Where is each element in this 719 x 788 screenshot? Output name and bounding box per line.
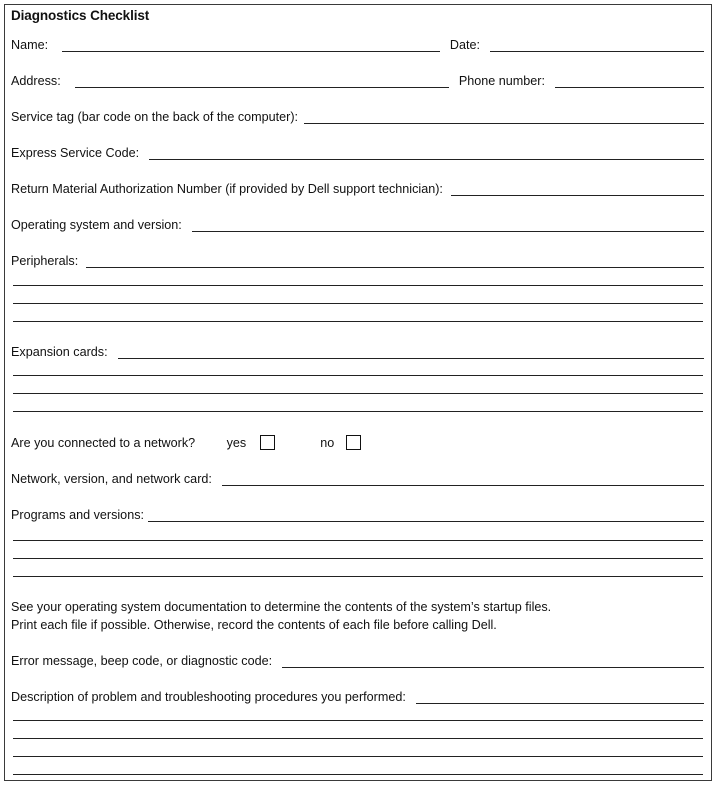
network-card-row	[11, 468, 704, 486]
expansion-line-3[interactable]	[13, 393, 703, 394]
programs-line-2[interactable]	[13, 540, 703, 541]
programs-line-3[interactable]	[13, 558, 703, 559]
description-row	[11, 686, 704, 704]
description-line-4[interactable]	[13, 756, 703, 757]
programs-field[interactable]	[148, 509, 704, 522]
expansion-row	[11, 341, 704, 359]
os-field[interactable]	[192, 219, 704, 232]
service-tag-field[interactable]	[304, 111, 704, 124]
description-line-2[interactable]	[13, 720, 703, 721]
address-field[interactable]	[75, 75, 449, 88]
date-label: Date:	[449, 38, 480, 52]
date-field[interactable]	[490, 39, 704, 52]
peripherals-line-3[interactable]	[13, 303, 703, 304]
expansion-line-4[interactable]	[13, 411, 703, 412]
service-tag-label: Service tag (bar code on the back of the computer):	[11, 110, 299, 124]
express-code-field[interactable]	[149, 147, 704, 160]
no-label: no	[320, 436, 335, 450]
peripherals-label: Peripherals:	[11, 254, 79, 268]
page-title: Diagnostics Checklist	[11, 8, 150, 23]
os-row	[11, 214, 704, 232]
rma-field[interactable]	[451, 183, 704, 196]
name-date-row	[11, 34, 704, 52]
peripherals-line-2[interactable]	[13, 285, 703, 286]
programs-line-4[interactable]	[13, 576, 703, 577]
description-label: Description of problem and troubleshooting procedures you performed:	[11, 690, 406, 704]
network-card-label: Network, version, and network card:	[11, 472, 212, 486]
yes-checkbox[interactable]	[260, 435, 275, 450]
express-code-row	[11, 142, 704, 160]
network-question-label: Are you connected to a network?	[11, 436, 196, 450]
phone-label: Phone number:	[458, 74, 545, 88]
expansion-field[interactable]	[118, 346, 704, 359]
expansion-line-2[interactable]	[13, 375, 703, 376]
rma-row	[11, 178, 704, 196]
instructions-line-2: Print each file if possible. Otherwise, record the contents of each file before calling Dell.	[11, 618, 497, 632]
network-card-field[interactable]	[222, 473, 704, 486]
no-checkbox[interactable]	[346, 435, 361, 450]
instructions-line-1: See your operating system documentation to determine the contents of the system’s startup files.	[11, 600, 552, 614]
phone-field[interactable]	[555, 75, 704, 88]
name-label: Name:	[11, 38, 49, 52]
programs-label: Programs and versions:	[11, 508, 144, 522]
error-label: Error message, beep code, or diagnostic code:	[11, 654, 273, 668]
peripherals-field[interactable]	[86, 255, 704, 268]
programs-row	[11, 504, 704, 522]
description-field[interactable]	[416, 691, 704, 704]
peripherals-row	[11, 250, 704, 268]
error-field[interactable]	[282, 655, 704, 668]
name-field[interactable]	[62, 39, 440, 52]
description-line-5[interactable]	[13, 774, 703, 775]
express-code-label: Express Service Code:	[11, 146, 140, 160]
error-row	[11, 650, 704, 668]
description-line-3[interactable]	[13, 738, 703, 739]
expansion-label: Expansion cards:	[11, 345, 108, 359]
address-phone-row	[11, 70, 704, 88]
address-label: Address:	[11, 74, 61, 88]
rma-label: Return Material Authorization Number (if provided by Dell support technician):	[11, 182, 443, 196]
peripherals-line-4[interactable]	[13, 321, 703, 322]
yes-label: yes	[226, 436, 247, 450]
os-label: Operating system and version:	[11, 218, 182, 232]
network-question-row	[11, 434, 361, 452]
service-tag-row	[11, 106, 704, 124]
